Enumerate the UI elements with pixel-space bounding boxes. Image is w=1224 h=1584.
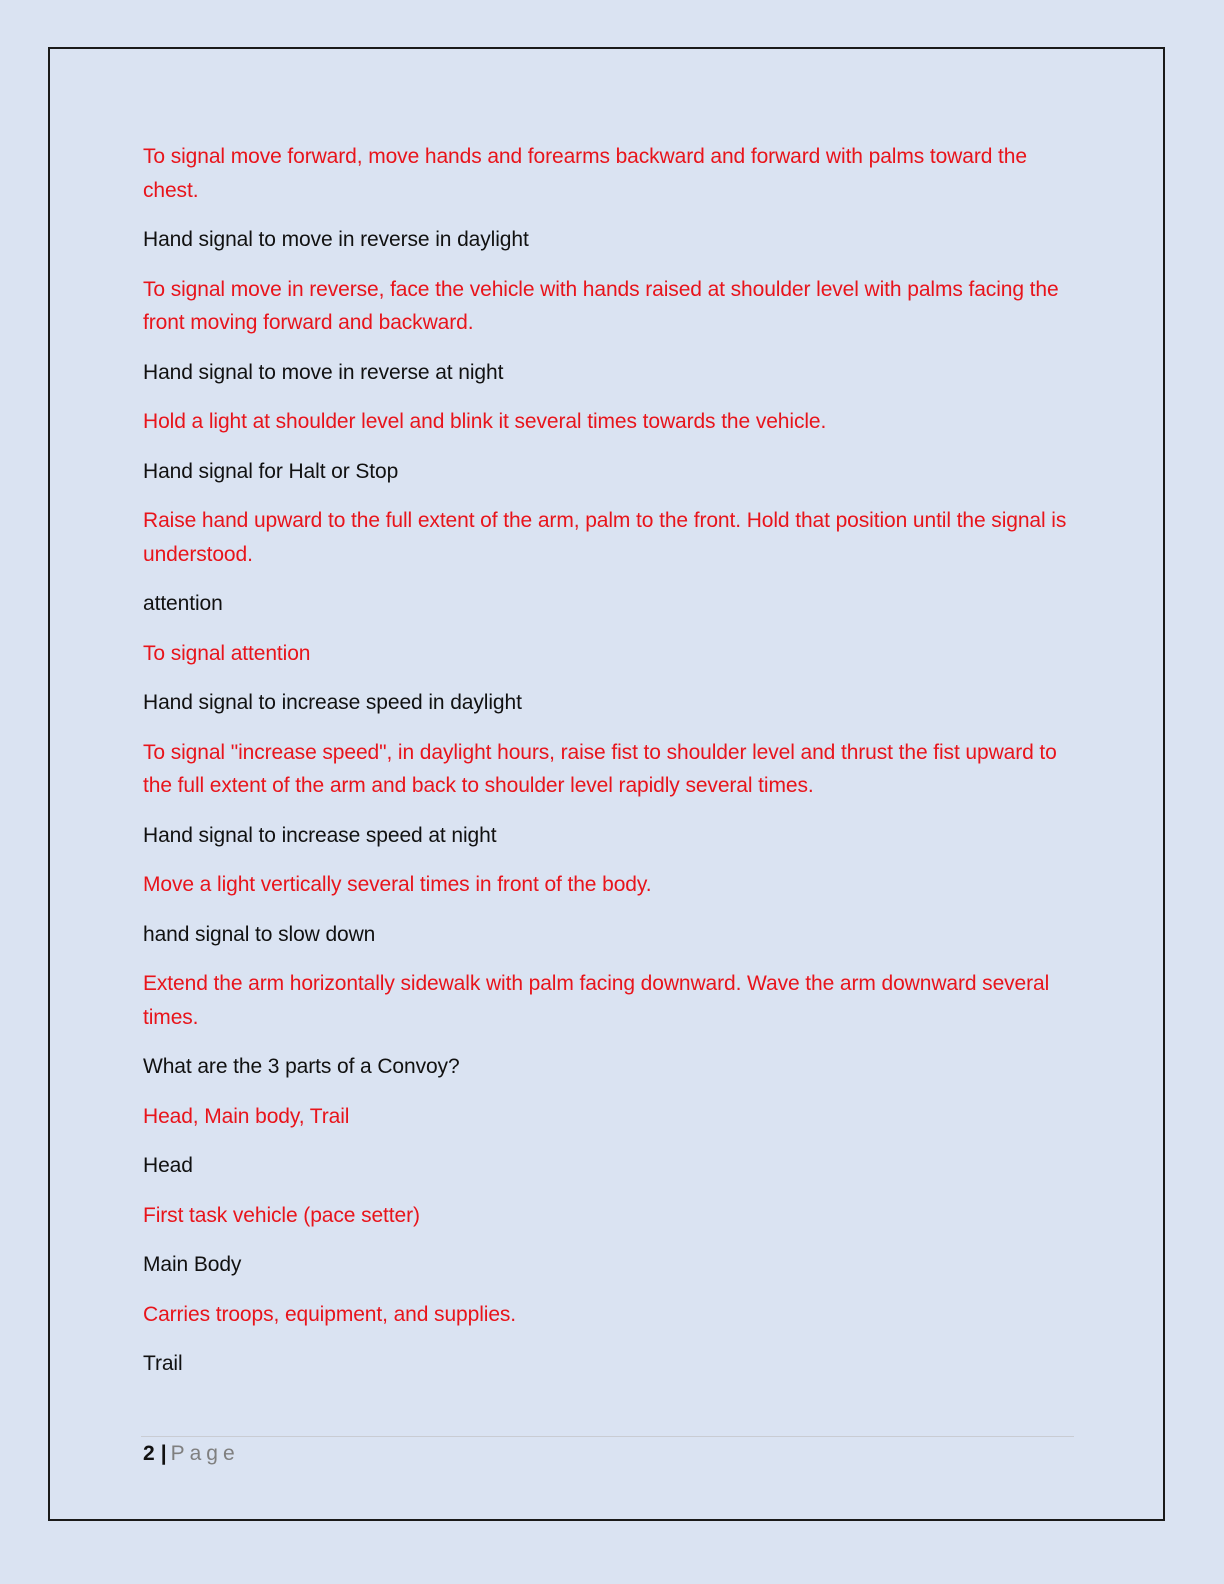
term-paragraph: Hand signal to increase speed at night (143, 823, 497, 847)
term-paragraph: Hand signal to move in reverse in daylight (143, 228, 529, 251)
term-paragraph: hand signal to slow down (143, 922, 376, 946)
footer-divider (141, 1436, 1074, 1437)
answer-paragraph: Extend the arm horizontally sidewalk with palm facing downward. Wave the arm downward several times. (143, 972, 1050, 1029)
answer-paragraph: To signal attention (143, 641, 311, 665)
answer-paragraph: Carries troops, equipment, and supplies. (143, 1302, 517, 1326)
term-paragraph: Main Body (143, 1253, 242, 1276)
answer-paragraph: To signal move forward, move hands and forearms backward and forward with palms toward the chest. (143, 145, 1027, 202)
term-paragraph: Head (143, 1154, 193, 1177)
page-number: 2 (143, 1442, 155, 1465)
term-paragraph: Hand signal to increase speed in daylight (143, 691, 522, 714)
answer-paragraph: To signal move in reverse, face the vehicle with hands raised at shoulder level with palms facing the front moving forward and backward. (143, 277, 1059, 334)
term-paragraph: attention (143, 592, 223, 615)
answer-paragraph: Raise hand upward to the full extent of the arm, palm to the front. Hold that position until the signal is understood. (143, 509, 1067, 566)
answer-paragraph: Hold a light at shoulder level and blink it several times towards the vehicle. (143, 410, 827, 433)
footer-separator: | (160, 1442, 167, 1465)
term-paragraph: Hand signal for Halt or Stop (143, 459, 399, 483)
answer-paragraph: Move a light vertically several times in front of the body. (143, 873, 652, 896)
answer-paragraph: To signal "increase speed", in daylight hours, raise fist to shoulder level and thrust the fist upward to the full extent of the arm and back to shoulder level rapidly several times. (143, 740, 1057, 797)
term-paragraph: Hand signal to move in reverse at night (143, 360, 504, 384)
term-paragraph: Trail (143, 1352, 183, 1375)
term-paragraph: What are the 3 parts of a Convoy? (143, 1055, 460, 1078)
page-footer (143, 1440, 240, 1468)
page-label: Page (170, 1442, 240, 1465)
document-body (143, 140, 1073, 1397)
answer-paragraph: Head, Main body, Trail (143, 1104, 350, 1128)
answer-paragraph: First task vehicle (pace setter) (143, 1203, 420, 1227)
